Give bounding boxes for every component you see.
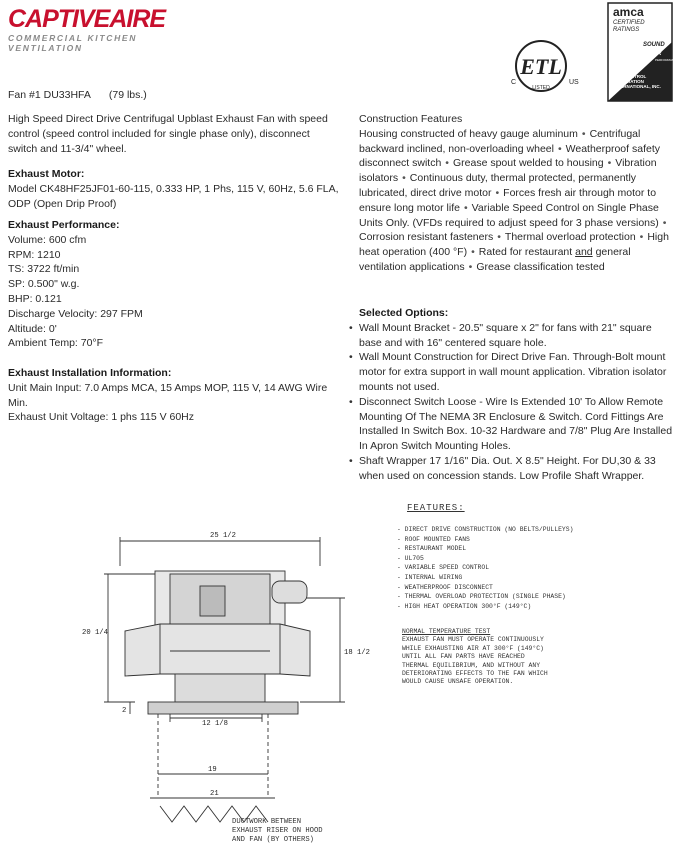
svg-text:SOUND: SOUND: [643, 42, 665, 48]
construction-features-section: [359, 112, 675, 275]
brand-name: CAPTIVEAIRE: [8, 5, 166, 33]
svg-text:US: US: [569, 79, 579, 86]
svg-text:CERTIFIED: CERTIFIED: [613, 20, 645, 26]
fan-technical-drawing: [82, 506, 400, 848]
ductwork-note: DUCTWORK BETWEEN EXHAUST RISER ON HOOD AND FAN (BY OTHERS): [232, 818, 323, 844]
list-item: - WEATHERPROOF DISCONNECT: [397, 583, 493, 591]
list-item: - ROOF MOUNTED FANS: [397, 535, 470, 543]
svg-text:RATINGS: RATINGS: [613, 27, 640, 33]
dim-top: 25 1/2: [210, 532, 236, 540]
fan-title: [8, 88, 338, 103]
svg-text:AIR: AIR: [613, 64, 621, 69]
svg-text:MOVEMENT: MOVEMENT: [613, 69, 640, 74]
fan-label: Fan #1 DU33HFA: [8, 89, 91, 101]
dim-21: 21: [210, 790, 219, 798]
list-item: - INTERNAL WIRING: [397, 573, 463, 581]
installation-section: [8, 366, 343, 425]
performance-row: SP: 0.500" w.g.: [8, 278, 80, 291]
performance-row: BHP: 0.121: [8, 292, 62, 305]
etl-listed-logo: [505, 36, 583, 100]
fan-weight: (79 lbs.): [108, 89, 147, 101]
features-title: FEATURES:: [407, 503, 465, 513]
construction-heading: Construction Features: [359, 113, 463, 125]
list-item: • Wall Mount Construction for Direct Drive Fan. Through-Bolt mount motor for extra support in wall mount application. Vibration isolator mounts not used.: [359, 350, 677, 394]
exhaust-motor-text: Model CK48HF25JF01-60-115, 0.333 HP, 1 Phs, 115 V, 60Hz, 5.6 FLA, ODP (Open Drip Proof): [8, 182, 339, 210]
performance-row: Altitude: 0': [8, 322, 57, 335]
svg-text:AND CONTROL: AND CONTROL: [613, 74, 647, 79]
selected-options-section: [359, 306, 677, 484]
dim-19: 19: [208, 766, 217, 774]
performance-row: Discharge Velocity: 297 FPM: [8, 307, 143, 320]
amca-certified-seal: [607, 2, 679, 102]
brand-tagline: COMMERCIAL KITCHEN VENTILATION: [8, 33, 138, 53]
list-item: - RESTAURANT MODEL: [397, 545, 467, 553]
dim-inner: 12 1/8: [202, 720, 228, 728]
dim-base: 2: [122, 707, 127, 715]
svg-text:INTERNATIONAL, INC.: INTERNATIONAL, INC.: [613, 84, 661, 89]
exhaust-performance-section: [8, 218, 343, 351]
captiveaire-logo: [8, 5, 208, 53]
list-item: • Shaft Wrapper 17 1/16" Dia. Out. X 8.5" Height. For DU,30 & 33 when used on concession stands. Low Profile Shaft Wrapper.: [359, 454, 677, 484]
exhaust-motor-heading: Exhaust Motor:: [8, 168, 85, 180]
fan-description: High Speed Direct Drive Centrifugal Upblast Exhaust Fan with speed control (speed control included for single phase only), disconnect switch and 11-3/4" wheel.: [8, 113, 328, 155]
svg-text:amca: amca: [613, 5, 644, 19]
svg-text:AIR: AIR: [651, 51, 662, 57]
svg-text:PERFORMANCE: PERFORMANCE: [655, 58, 679, 62]
installation-voltage: Exhaust Unit Voltage: 1 phs 115 V 60Hz: [8, 411, 195, 424]
features-list: [397, 525, 677, 611]
list-item: - UL705: [397, 554, 424, 562]
performance-row: Volume: 600 cfm: [8, 233, 87, 246]
exhaust-motor-section: [8, 167, 343, 211]
construction-text: Housing constructed of heavy gauge aluminum • Centrifugal backward inclined, non-overloading wheel • Weatherproof safety disconnect switch • Grease spout welded to housing • Vibration isolators • Continuous duty, thermal protected, permanently lubricated, direct drive motor • Forces fresh air through motor to ensure long motor life • Variable Speed Control on Single Phase Units Only. (VFDs required to adjust speed for 3 phase versions) •Corrosion resistant fasteners • Thermal overload protection • High heat operation (400 °F) • Rated for restaurant and general ventilation applications • Grease classification tested: [359, 127, 669, 273]
list-item: - HIGH HEAT OPERATION 300°F (149°C): [397, 602, 532, 610]
etl-mark: ETL: [520, 54, 562, 79]
dim-right: 18 1/2: [344, 649, 370, 657]
list-item: - VARIABLE SPEED CONTROL: [397, 564, 490, 572]
list-item: • Disconnect Switch Loose - Wire Is Extended 10' To Allow Remote Mounting Of The NEMA 3R Enclosure & Switch. Cord Fittings Are Installed In Switch Box. 10-32 Hardware and 7/8" Plug Are Installed In Apron Switch Mounting Holes.: [359, 395, 677, 454]
installation-main-input: Unit Main Input: 7.0 Amps MCA, 15 Amps MOP, 115 V, 14 AWG Wire Min.: [8, 381, 328, 409]
exhaust-performance-heading: Exhaust Performance:: [8, 219, 120, 231]
list-item: - DIRECT DRIVE CONSTRUCTION (NO BELTS/PULLEYS): [397, 526, 574, 533]
svg-text:LISTED: LISTED: [532, 85, 550, 91]
installation-heading: Exhaust Installation Information:: [8, 367, 172, 379]
normal-test-title: NORMAL TEMPERATURE TEST: [402, 628, 491, 635]
svg-text:C: C: [511, 79, 517, 86]
list-item: - THERMAL OVERLOAD PROTECTION (SINGLE PHASE): [397, 593, 566, 601]
dim-left: 20 1/4: [82, 629, 108, 637]
list-item: • Wall Mount Bracket - 20.5" square x 2" for fans with 21" square base and with 16" centered square hole.: [359, 321, 677, 351]
features-box: [397, 503, 677, 611]
options-list: [359, 321, 677, 484]
performance-row: RPM: 1210: [8, 248, 61, 261]
normal-temperature-test: NORMAL TEMPERATURE TEST EXHAUST FAN MUST OPERATE CONTINUOUSLY WHILE EXHAUSTING AIR AT 300°F (149°C) UNTIL ALL FAN PARTS HAVE REACHED THERMAL EQUILIBRIUM, AND WITHOUT ANY DETERIORATING EFFECTS TO THE FAN WHICH WOULD CAUSE UNSAFE OPERATION.: [402, 628, 682, 687]
selected-options-heading: Selected Options:: [359, 307, 449, 319]
performance-row: Ambient Temp: 70°F: [8, 337, 104, 350]
performance-row: TS: 3722 ft/min: [8, 263, 80, 276]
svg-text:ASSOCIATION: ASSOCIATION: [613, 79, 644, 84]
